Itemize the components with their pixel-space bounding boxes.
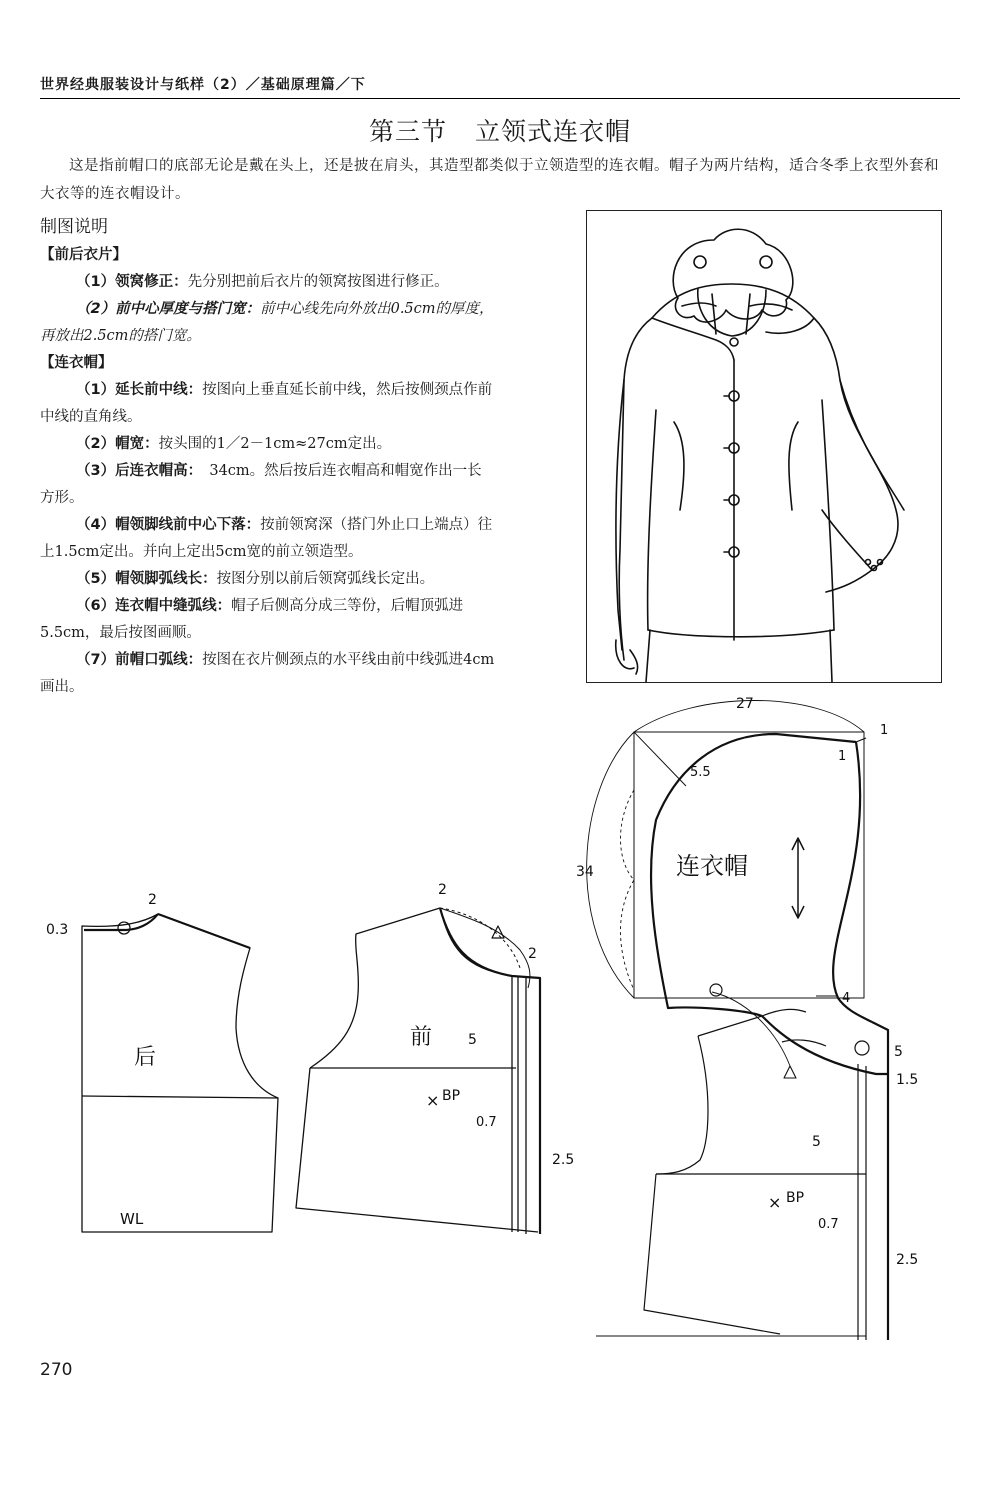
dim-front-neck: 5 [468, 1032, 477, 1048]
section-title-text: 立领式连衣帽 [475, 117, 632, 146]
dim-hood-width: 27 [736, 696, 754, 712]
bust-point-label: BP [442, 1088, 461, 1104]
dim-crown: 5.5 [690, 765, 711, 780]
dim-top-a: 1 [880, 723, 889, 738]
instruction-item: （7）前帽口弧线：按图在衣片侧颈点的水平线由前中线弧进4cm画出。 [40, 652, 495, 695]
dim-hood-height: 34 [576, 864, 594, 880]
instruction-item: （5）帽领脚弧线长：按图分别以前后领窝弧线长定出。 [76, 571, 435, 587]
dim-hood-overlap: 2.5 [896, 1252, 919, 1268]
running-head: 世界经典服装设计与纸样（2）／基础原理篇／下 [40, 77, 366, 93]
group-title-hood: 【连衣帽】 [40, 355, 113, 371]
dim-hood-front-neck: 5 [812, 1134, 821, 1150]
dim-thickness: 0.7 [476, 1115, 497, 1130]
page-number: 270 [40, 1360, 73, 1380]
front-piece-label: 前 [410, 1025, 433, 1050]
back-piece-label: 后 [134, 1045, 157, 1070]
hood-piece-label: 连衣帽 [676, 852, 748, 880]
dim-front-in: 4 [842, 991, 851, 1006]
section-number: 第三节 [368, 117, 447, 146]
dim-front-shoulder: 2 [438, 882, 447, 898]
instruction-item: （1）领窝修正：先分别把前后衣片的领窝按图进行修正。 [76, 274, 449, 290]
instruction-item: （6）连衣帽中缝弧线：帽子后侧高分成三等份，后帽顶弧进5.5cm，最后按图画顺。 [40, 598, 464, 641]
dim-stand: 5 [894, 1044, 903, 1060]
dim-front-side: 2 [528, 946, 537, 962]
fashion-illustration [586, 210, 942, 684]
dim-drop: 1.5 [896, 1072, 919, 1088]
instruction-item: （4）帽领脚线前中心下落：按前领窝深（搭门外止口上端点）往上1.5cm定出。并向上定出5cm宽的前立领造型。 [40, 517, 493, 560]
bust-point-mark: × [426, 1091, 440, 1110]
intro-paragraph: 这是指前帽口的底部无论是戴在头上，还是披在肩头，其造型都类似于立领造型的连衣帽。帽子为两片结构，适合冬季上衣型外套和大衣等的连衣帽设计。 [40, 158, 939, 202]
instructions-body [40, 242, 495, 701]
dim-back-neck-raise: 0.3 [46, 922, 69, 938]
group-title-bodice: 【前后衣片】 [40, 247, 127, 263]
bodice-pattern-diagram [40, 878, 575, 1238]
hood-bust-point-mark: × [768, 1193, 782, 1212]
dim-overlap: 2.5 [552, 1152, 575, 1168]
instruction-item: （2）帽宽：按头围的1／2－1cm≈27cm定出。 [76, 436, 392, 452]
dim-back-shoulder: 2 [148, 892, 157, 908]
waist-line-label: WL [120, 1210, 144, 1228]
instructions-heading: 制图说明 [40, 217, 108, 237]
dim-hood-thickness: 0.7 [818, 1217, 839, 1232]
instruction-item: （1）延长前中线：按图向上垂直延长前中线，然后按侧颈点作前中线的直角线。 [40, 382, 493, 425]
instruction-item: （2）前中心厚度与搭门宽：前中心线先向外放出0.5cm的厚度，再放出2.5cm的搭门宽。 [40, 301, 494, 344]
hood-bust-point-label: BP [786, 1190, 805, 1206]
instruction-item: （3）后连衣帽高： 34cm。然后按后连衣帽高和帽宽作出一长方形。 [40, 463, 482, 506]
dim-top-b: 1 [838, 749, 847, 764]
hood-pattern-diagram [576, 690, 956, 1340]
section-title [0, 112, 1000, 148]
header-rule [40, 98, 960, 99]
